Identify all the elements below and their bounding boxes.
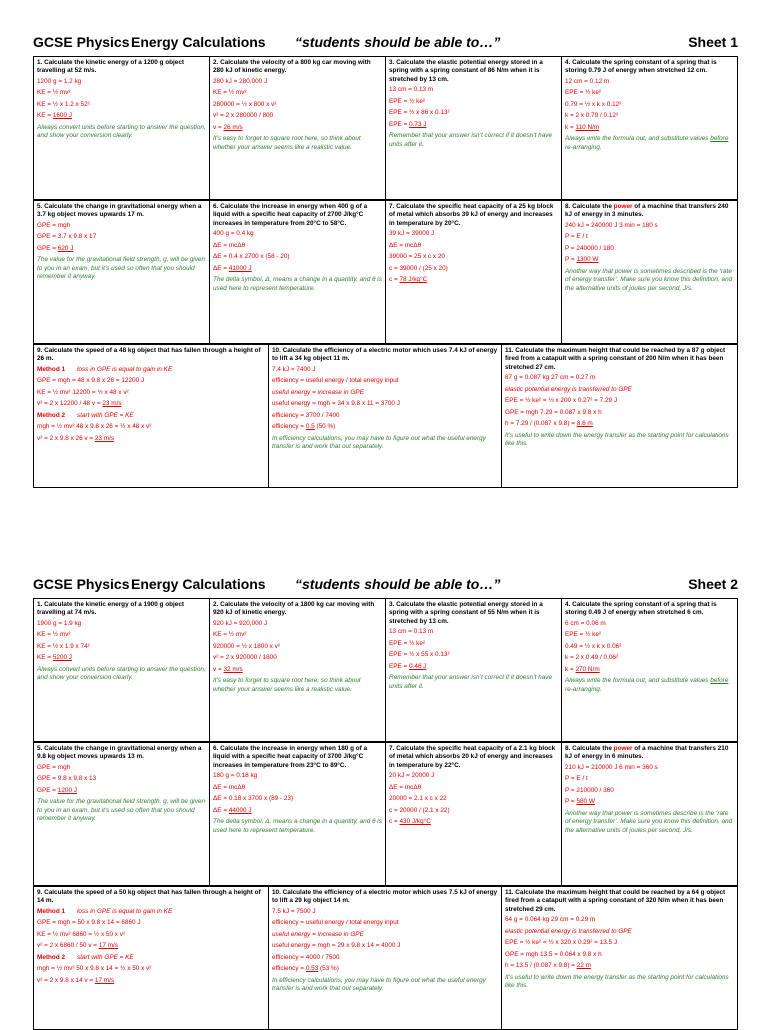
answer-line: EPE = 0.73 J — [389, 120, 427, 128]
final-answer: 23 m/s — [102, 400, 122, 408]
question-text: 1. Calculate the kinetic energy of a 1200 g object travelling at 52 m/s. — [37, 59, 185, 75]
question-text: 4. Calculate the spring constant of a spring that is storing 0.79 J of energy when stretched 12 cm. — [565, 59, 717, 75]
tip-note: Another way that power is sometimes describe is the ‘rate of energy transfer’. Make sure you know this definition, and the alternative units of joules per second, J/s. — [565, 809, 733, 834]
working-line: EPE = ½ x 55 x 0.13² — [389, 651, 450, 659]
working-line: EPE = ½ x 86 x 0.13² — [389, 109, 450, 117]
tip-note: It’s useful to write down the energy transfer as the starting point for calculations like this. — [505, 431, 729, 448]
working-line: GPE = mgh 13.5 = 0.064 x 9.8 x h — [505, 950, 602, 958]
working-line: 920000 = ½ x 1800 x v² — [213, 642, 280, 650]
final-answer: 23 m/s — [94, 434, 115, 442]
answer-line: ΔE = 41000 J — [213, 264, 252, 272]
tip-note: Remember that your answer isn’t correct if it doesn’t have units after it. — [389, 674, 553, 690]
final-answer: 41000 J — [228, 264, 252, 272]
working-line: KE = ½ x 1.2 x 52² — [37, 100, 90, 108]
sheet-header — [33, 30, 738, 56]
working-line: ΔE = mcΔθ — [389, 241, 422, 249]
final-answer: 580 W — [576, 798, 595, 806]
working-line: 20 kJ = 20000 J — [389, 772, 435, 780]
final-answer: 5200 J — [52, 654, 73, 662]
question-3 — [386, 599, 562, 742]
working-line: useful energy = increase in GPE — [272, 930, 364, 938]
working-line: 920 kJ = 920,000 J — [213, 619, 268, 627]
question-text: 10. Calculate the efficiency of a electric motor which uses 7.5 kJ of energy to lift a 29 kg object 14 m. — [272, 889, 498, 905]
working-line: P = 240000 / 180 — [565, 244, 614, 252]
working-line: GPE = mgh — [37, 221, 71, 229]
tip-note: It’s easy to forget to square root here, so think about whether your answer seems like a realistic value. — [213, 135, 361, 151]
answer-line: h = 13.5 / (0.087 x 9.8) = 22 m — [505, 962, 591, 970]
working-line: efficiency = useful energy / total energy input — [272, 377, 399, 385]
answer-line: v = 32 m/s — [213, 665, 243, 673]
working-line: GPE = mgh = 50 x 9.8 x 14 = 6860 J — [37, 919, 141, 927]
working-line: useful energy = mgh = 29 x 9.8 x 14 = 4000 J — [272, 942, 401, 950]
final-answer: 1600 J — [52, 112, 73, 120]
question-text: 3. Calculate the elastic potential energy stored in a spring with a spring constant of 55 N/m when it is stretched by 13 cm. — [389, 601, 543, 625]
method-heading: Method 2 start with GPE = KE — [37, 411, 134, 419]
working-line: KE = ½ mv² — [37, 631, 71, 639]
question-row-3 — [33, 886, 738, 1030]
working-line: c = 39000 / (25 x 20) — [389, 264, 448, 272]
working-line: 13 cm = 0.13 m — [389, 628, 434, 636]
tip-note: Always write the formula out, and substitute values before re-arranging. — [565, 677, 729, 693]
final-answer: 620 J — [57, 244, 74, 252]
answer-line: efficiency = 0.5 (50 %) — [272, 423, 336, 431]
answer-line: c = 430 J/kg°C — [389, 818, 431, 826]
working-line: 400 g = 0.4 kg — [213, 230, 254, 238]
working-line: 13 cm = 0.13 m — [389, 86, 434, 94]
working-line: 1900 g = 1.9 kg — [37, 619, 82, 627]
sheet-number: Sheet 2 — [688, 576, 738, 592]
question-4 — [562, 57, 738, 200]
working-line: c = 20000 / (2.1 x 22) — [389, 806, 450, 814]
working-line: GPE = mgh 7.29 = 0.087 x 9.8 x h — [505, 408, 602, 416]
working-line: EPE = ½ ke² — [565, 89, 602, 97]
answer-line: ΔE = 44000 J — [213, 806, 252, 814]
subject-title: GCSE Physics — [33, 34, 130, 50]
question-7 — [386, 201, 562, 344]
question-text: 6. Calculate the increase in energy when 180 g of a liquid with a specific heat capacity of 3700 J/kg°C increases in temperature from 23°C to 89°C. — [213, 745, 368, 769]
working-line: KE = ½ mv² 12200 = ½ x 48 x v² — [37, 388, 129, 396]
tip-note: The delta symbol, Δ, means a change in a quantity, and θ is used here to represent temperature. — [213, 818, 382, 834]
final-answer: 110 N/m — [575, 123, 600, 131]
tip-note: In efficiency calculations, you may have to figure out what the useful energy transfer is and work that out separately. — [272, 434, 486, 451]
working-line: 39000 = 25 x c x 20 — [389, 253, 445, 261]
question-8 — [562, 743, 738, 886]
question-7 — [386, 743, 562, 886]
tip-note: Always convert units before starting to answer the question, and show your conversion clearly. — [37, 123, 206, 140]
answer-line: KE = 1600 J — [37, 112, 73, 120]
tagline: “students should be able to…” — [295, 34, 501, 50]
working-line: ΔE = 0.18 x 3700 x (89 - 23) — [213, 795, 294, 803]
question-text: 3. Calculate the elastic potential energy stored in a spring with a spring constant of 86 N/m when it is stretched by 13 cm. — [389, 59, 543, 83]
tip-note: Another way that power is sometimes described is the ‘rate of energy transfer’. Make sure you know this definition, and the alternative units of joules per second, J/s. — [565, 267, 733, 292]
working-line: ΔE = mcΔθ — [389, 783, 422, 791]
answer-line: GPE = 1200 J — [37, 786, 77, 794]
answer-line: P = 580 W — [565, 798, 595, 806]
working-line: KE = ½ x 1.9 x 74² — [37, 642, 90, 650]
question-5 — [34, 201, 210, 344]
final-answer: 270 N/m — [575, 665, 600, 673]
final-answer: 0.5 — [305, 423, 315, 431]
working-line: efficiency = 4000 / 7500 — [272, 953, 340, 961]
final-answer: 26 m/s — [223, 123, 243, 131]
question-text: 5. Calculate the change in gravitational energy when a 3.7 kg object moves upwards 17 m. — [37, 203, 202, 219]
working-line: EPE = ½ ke² = ½ x 200 x 0.27² = 7.29 J — [505, 397, 618, 405]
question-text: 8. Calculate the power of a machine that transfers 240 kJ of energy in 3 minutes. — [565, 203, 729, 219]
working-line: ΔE = 0.4 x 2700 x (58 - 20) — [213, 253, 290, 261]
working-line: 0.79 = ½ x k x 0.12² — [565, 100, 622, 108]
topic-title: Energy Calculations — [131, 576, 266, 592]
working-line: 6 cm = 0.06 m — [565, 619, 606, 627]
working-line: KE = ½ mv² 6860 = ½ x 50 x v² — [37, 930, 126, 938]
tip-note: The delta symbol, Δ, means a change in a quantity, and θ is used here to represent temperature. — [213, 276, 382, 292]
working-line: 0.49 = ½ x k x 0.06² — [565, 642, 622, 650]
answer-line: KE = 5200 J — [37, 654, 73, 662]
final-answer: 1300 W — [576, 256, 599, 264]
answer-line: GPE = 620 J — [37, 244, 74, 252]
question-text: 11. Calculate the maximum height that could be reached by a 64 g object fired from a catapult with a spring constant of 320 N/m when it has been stretched 29 cm. — [505, 889, 726, 913]
answer-line: v² = 2 x 9.8 x 14 v = 17 m/s — [37, 976, 115, 984]
final-answer: 22 m — [576, 962, 591, 970]
working-line: KE = ½ mv² — [213, 631, 247, 639]
question-text: 11. Calculate the maximum height that could be reached by a 87 g object fired from a catapult with a spring constant of 200 N/m when it has been stretched 27 cm. — [505, 347, 726, 371]
question-row-2 — [33, 200, 738, 344]
question-6 — [210, 201, 386, 344]
question-row-3 — [33, 344, 738, 488]
question-2 — [210, 57, 386, 200]
question-9 — [34, 887, 269, 1030]
question-10 — [269, 887, 502, 1030]
working-line: P = 210000 / 360 — [565, 786, 614, 794]
working-line: GPE = 3.7 x 9.8 x 17 — [37, 233, 97, 241]
worksheet-sheet-2 — [33, 572, 738, 1030]
working-line: KE = ½ mv² — [213, 89, 247, 97]
topic-title: Energy Calculations — [131, 34, 266, 50]
final-answer: 0.46 J — [409, 662, 427, 670]
answer-line: efficiency = 0.53 (53 %) — [272, 965, 339, 973]
working-line: EPE = ½ ke² = ½ x 320 x 0.29² = 13.5 J — [505, 939, 618, 947]
question-6 — [210, 743, 386, 886]
question-10 — [269, 345, 502, 488]
working-line: 87 g = 0.087 kg 27 cm = 0.27 m — [505, 374, 596, 382]
sheet-number: Sheet 1 — [688, 34, 738, 50]
question-3 — [386, 57, 562, 200]
working-line: EPE = ½ ke² — [565, 631, 602, 639]
working-line: GPE = 9.8 x 9.8 x 13 — [37, 775, 97, 783]
working-line: 1200 g = 1.2 kg — [37, 77, 82, 85]
working-line: 280 kJ = 280,000 J — [213, 77, 268, 85]
question-9 — [34, 345, 269, 488]
working-line: KE = ½ mv² — [37, 89, 71, 97]
final-answer: 8.6 m — [576, 420, 593, 428]
question-text: 9. Calculate the speed of a 48 kg object that has fallen through a height of 26 m. — [37, 347, 261, 363]
question-5 — [34, 743, 210, 886]
question-row-1 — [33, 598, 738, 742]
question-2 — [210, 599, 386, 742]
question-text: 1. Calculate the kinetic energy of a 1900 g object travelling at 74 m/s. — [37, 601, 185, 617]
final-answer: 32 m/s — [223, 665, 243, 673]
question-text: 2. Calculate the velocity of a 1800 kg car moving with 920 kJ of kinetic energy. — [213, 601, 375, 617]
question-1 — [34, 57, 210, 200]
tip-note: The value for the gravitational field strength, g, will be given to you in an exam, but it’s used so often that you should remember it anyway. — [37, 256, 206, 281]
working-line: P = E / t — [565, 775, 588, 783]
working-line: v² = 2 x 280000 / 800 — [213, 112, 274, 120]
working-line: 12 cm = 0.12 m — [565, 77, 610, 85]
question-text: 4. Calculate the spring constant of a spring that is storing 0.49 J of energy when stretched 6 cm. — [565, 601, 717, 617]
answer-line: v² = 2 x 12200 / 48 v = 23 m/s — [37, 400, 122, 408]
answer-line: k = 110 N/m — [565, 123, 600, 131]
answer-line: P = 1300 W — [565, 256, 599, 264]
question-11 — [502, 345, 738, 488]
answer-line: v = 26 m/s — [213, 123, 243, 131]
method-heading: Method 1 loss in GPE is equal to gain in KE — [37, 365, 173, 373]
question-8 — [562, 201, 738, 344]
question-text: 9. Calculate the speed of a 50 kg object that has fallen through a height of 14 m. — [37, 889, 261, 905]
answer-line: c = 78 J/kg°C — [389, 276, 428, 284]
answer-line: k = 270 N/m — [565, 665, 600, 673]
working-line: 180 g = 0.18 kg — [213, 772, 258, 780]
working-line: 7.5 kJ = 7500 J — [272, 907, 316, 915]
final-answer: 44000 J — [228, 806, 252, 814]
working-line: useful energy = increase in GPE — [272, 388, 364, 396]
method-heading: Method 2 start with GPE = KE — [37, 953, 134, 961]
working-line: efficiency = useful energy / total energy input — [272, 919, 399, 927]
working-line: P = E / t — [565, 233, 588, 241]
worksheet-sheet-1 — [33, 30, 738, 488]
sheet-header — [33, 572, 738, 598]
tip-note: Remember that your answer isn’t correct if it doesn’t have units after it. — [389, 132, 553, 148]
question-text: 7. Calculate the specific heat capacity of a 25 kg block of metal which absorbs 39 kJ of energy and increases in temperature by 20°C. — [389, 203, 554, 227]
working-line: 210 kJ = 210000 J 6 min = 360 s — [565, 763, 658, 771]
question-text: 8. Calculate the power of a machine that transfers 210 kJ of energy in 6 minutes. — [565, 745, 729, 761]
working-line: useful energy = mgh = 34 x 9.8 x 11 = 3700 J — [272, 400, 400, 408]
working-line: 7.4 kJ = 7400 J — [272, 365, 316, 373]
working-line: EPE = ½ ke² — [389, 639, 426, 647]
working-line: ΔE = mcΔθ — [213, 783, 246, 791]
question-text: 5. Calculate the change in gravitational energy when a 9.8 kg object moves upwards 13 m. — [37, 745, 202, 761]
question-1 — [34, 599, 210, 742]
final-answer: 0.53 — [305, 965, 319, 973]
tip-note: Always write the formula out, and substitute values before re-arranging. — [565, 135, 729, 151]
subject-title: GCSE Physics — [33, 576, 130, 592]
answer-line: h = 7.29 / (0.087 x 9.8) = 8.6 m — [505, 420, 593, 428]
tip-note: Always convert units before starting to answer the question, and show your conversion clearly. — [37, 665, 206, 682]
working-line: elastic potential energy is transferred to GPE — [505, 927, 632, 935]
answer-line: v² = 2 x 9.8 x 26 v = 23 m/s — [37, 434, 115, 442]
working-line: GPE = mgh — [37, 763, 71, 771]
working-line: k = 2 x 0.49 / 0.06² — [565, 654, 619, 662]
final-answer: 17 m/s — [94, 976, 115, 984]
working-line: GPE = mgh = 48 x 9.8 x 26 = 12200 J — [37, 377, 145, 385]
working-line: v² = 2 x 920000 / 1800 — [213, 654, 277, 662]
final-answer: 430 J/kg°C — [399, 818, 431, 826]
working-line: ΔE = mcΔθ — [213, 241, 246, 249]
working-line: mgh = ½ mv² 48 x 9.8 x 26 = ½ x 48 x v² — [37, 423, 152, 431]
working-line: efficiency = 3700 / 7400 — [272, 411, 340, 419]
question-text: 6. Calculate the increase in energy when 400 g of a liquid with a specific heat capacity of 2700 J/kg°C increases in temperature from 20°C to 58°C. — [213, 203, 368, 227]
answer-line: EPE = 0.46 J — [389, 662, 427, 670]
working-line: EPE = ½ ke² — [389, 97, 426, 105]
tip-note: In efficiency calculations, you may have to figure out what the useful energy transfer is and work that out separately. — [272, 976, 486, 993]
question-4 — [562, 599, 738, 742]
working-line: 20000 = 2.1 x c x 22 — [389, 795, 447, 803]
tip-note: The value for the gravitational field strength, g, will be given to you in an exam, but it’s used so often that you should remember it anyway. — [37, 798, 206, 823]
working-line: 39 kJ = 39000 J — [389, 230, 435, 238]
final-answer: 0.73 J — [409, 120, 427, 128]
working-line: k = 2 x 0.79 / 0.12² — [565, 112, 619, 120]
question-row-1 — [33, 56, 738, 200]
question-text: 10. Calculate the efficiency of a electric motor which uses 7.4 kJ of energy to lift a 34 kg object 11 m. — [272, 347, 498, 363]
answer-line: v² = 2 x 6860 / 50 v = 17 m/s — [37, 942, 119, 950]
tip-note: It’s useful to write down the energy transfer as the starting point for calculations like this. — [505, 973, 729, 990]
final-answer: 78 J/kg°C — [399, 276, 428, 284]
question-11 — [502, 887, 738, 1030]
working-line: 64 g = 0.064 kg 29 cm = 0.29 m — [505, 916, 596, 924]
question-text: 2. Calculate the velocity of a 800 kg car moving with 280 kJ of kinetic energy. — [213, 59, 371, 75]
working-line: elastic potential energy is transferred to GPE — [505, 385, 632, 393]
working-line: 280000 = ½ x 800 x v² — [213, 100, 277, 108]
working-line: mgh = ½ mv² 50 x 9.8 x 14 = ½ x 50 x v² — [37, 965, 152, 973]
final-answer: 17 m/s — [98, 942, 119, 950]
tip-note: It’s easy to forget to square root here, so think about whether your answer seems like a realistic value. — [213, 677, 361, 693]
working-line: 240 kJ = 240000 J 3 min = 180 s — [565, 221, 658, 229]
tagline: “students should be able to…” — [295, 576, 501, 592]
final-answer: 1200 J — [57, 786, 77, 794]
question-text: 7. Calculate the specific heat capacity of a 2.1 kg block of metal which absorbs 20 kJ of energy and increases in temperature by 22°C. — [389, 745, 556, 769]
question-row-2 — [33, 742, 738, 886]
method-heading: Method 1 loss in GPE is equal to gain in KE — [37, 907, 173, 915]
